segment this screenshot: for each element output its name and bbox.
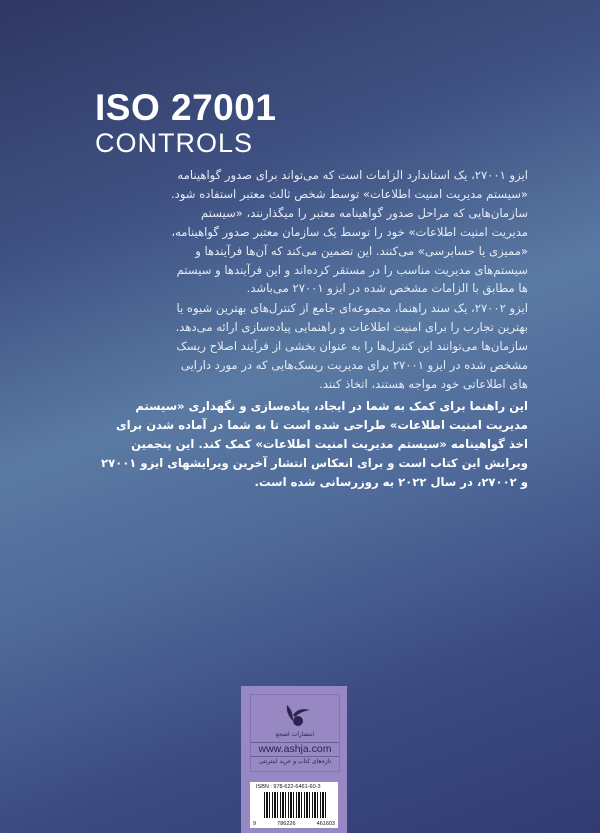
text-line: اخذ گواهینامه «سیستم مدیریت امنیت اطلاعات» کمک کند. این پنجمین [131, 436, 528, 451]
text-line: مدیریت امنیت اطلاعات» طراحی شده است تا به شما در آماده شدن برای [116, 417, 528, 432]
text-line: ایزو ۲۷۰۰۱، یک استاندارد الزامات است که می‌تواند برای صدور گواهینامه [177, 168, 528, 182]
paragraph-2 [175, 299, 528, 394]
text-line: مشخص شده در ایزو ۲۷۰۰۱ برای مدیریت ریسک‌هایی که در مورد دارایی [180, 358, 528, 373]
text-line: ها مطابق با الزامات مشخص شده در ایزو ۲۷۰۰۱ می‌باشد. [246, 281, 528, 296]
text-line: سیستم‌های مدیریت مناسب را در مستقر کرده‌اند و این فرآیندها و سیستم [176, 262, 528, 277]
text-line: مدیریت امنیت اطلاعات» خود را توسط یک سازمان معتبر صدور گواهینامه، [171, 224, 528, 239]
barcode-digit-left: 9 [253, 821, 257, 827]
book-subtitle: CONTROLS [95, 128, 254, 158]
text-line: سازمان‌هایی که مراحل صدور گواهینامه معتبر را میگذارنند، «سیستم [200, 205, 528, 220]
publisher-logo-block [250, 694, 340, 772]
publisher-logo-icon [283, 703, 311, 729]
text-line: ویرایش این کتاب است و برای انعکاس انتشار آخرین ویرایشهای ایزو ۲۷۰۰۱ [101, 455, 528, 470]
barcode-bars [264, 792, 326, 818]
isbn-barcode [250, 782, 338, 828]
publisher-tagline: تازه‌های کتاب و خرید اینترنتی [258, 758, 332, 765]
text-line: سازمان‌ها می‌توانند این کنترل‌ها را به عنوان بخشی از فرآیند اصلاح ریسک [176, 339, 528, 354]
text-line: ایزو ۲۷۰۰۲، یک سند راهنما، مجموعه‌ای جامع از کنترل‌های بهترین شیوه یا [176, 301, 528, 316]
paragraph-1 [170, 166, 528, 298]
text-line: های اطلاعاتی خود مواجه هستند، اتخاذ کنند. [319, 376, 528, 391]
text-line: «سیستم مدیریت امنیت اطلاعات» توسط شخص ثالث معتبر استفاده شود. [170, 186, 528, 201]
book-title: ISO 27001 [95, 87, 277, 128]
barcode-digit-mid: 786226 [277, 821, 296, 827]
back-cover-description [101, 166, 528, 491]
text-line: این راهنما برای کمک به شما در ایجاد، پیاده‌سازی و نگهداری «سیستم [135, 398, 528, 413]
book-title-block [95, 88, 276, 158]
isbn-text: ISBN : 978-622-6461-60-3 [256, 784, 321, 790]
barcode-digits [253, 821, 335, 827]
barcode-digit-right: 461603 [316, 821, 335, 827]
text-line: «ممیزی یا حسابرسی» می‌کنند. این تضمین می‌کند که آن‌ها فرآیندها و [195, 243, 528, 258]
text-line: بهترین تجارب را برای امنیت اطلاعات و راهنمایی پیاده‌سازی ارائه می‌دهد. [175, 320, 528, 335]
paragraph-3 [101, 397, 528, 492]
publisher-box [241, 686, 347, 833]
text-line: و ۲۷۰۰۲، در سال ۲۰۲۲ به روزرسانی شده است. [254, 474, 528, 489]
publisher-name: انتشارات اشجع [275, 731, 315, 738]
publisher-url: www.ashja.com [251, 742, 339, 757]
